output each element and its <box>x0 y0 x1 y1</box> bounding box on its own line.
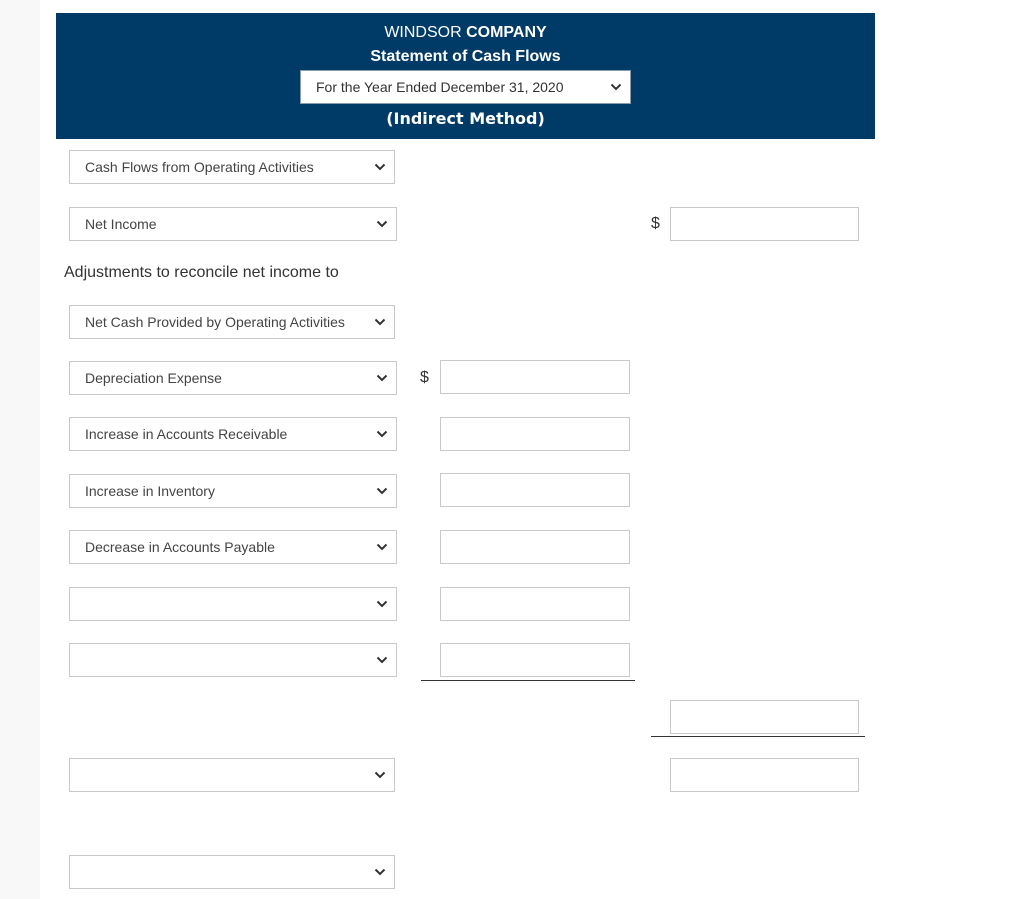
company-name-bold: COMPANY <box>466 24 547 41</box>
adjustment-amount-input-3[interactable] <box>440 473 630 507</box>
adjustment-select-2[interactable] <box>69 417 397 451</box>
adjustment-select-3[interactable] <box>69 474 397 508</box>
adjustment-select-value: Depreciation Expense <box>85 370 222 386</box>
statement-header <box>56 13 875 139</box>
bottom-select-2[interactable] <box>69 855 395 889</box>
chevron-down-icon <box>374 316 386 328</box>
period-select-value: For the Year Ended December 31, 2020 <box>316 79 564 95</box>
adjustment-select-4[interactable] <box>69 530 397 564</box>
subtotal-rule <box>421 680 635 681</box>
net-income-select[interactable] <box>69 207 397 241</box>
adjustment-select-value: Increase in Accounts Receivable <box>85 426 288 442</box>
company-name-regular: WINDSOR <box>384 24 462 41</box>
net-cash-amount-input[interactable] <box>670 758 859 792</box>
total-adjustments-input[interactable] <box>670 700 859 734</box>
adjustment-amount-input-6[interactable] <box>440 643 630 677</box>
adjustment-amount-input-2[interactable] <box>440 417 630 451</box>
left-margin-strip <box>0 0 40 899</box>
chevron-down-icon <box>610 81 622 93</box>
chevron-down-icon <box>374 866 386 878</box>
net-income-currency: $ <box>651 215 660 232</box>
operating-section-select[interactable] <box>69 150 395 184</box>
chevron-down-icon <box>376 485 388 497</box>
net-income-amount-input[interactable] <box>670 207 859 241</box>
adjustment-amount-input-1[interactable] <box>440 360 630 394</box>
net-cash-select[interactable] <box>69 305 395 339</box>
adjustment-select-value: Decrease in Accounts Payable <box>85 539 275 555</box>
total-rule <box>651 736 865 737</box>
chevron-down-icon <box>376 654 388 666</box>
adjustment-amount-input-4[interactable] <box>440 530 630 564</box>
adjustment-select-5[interactable] <box>69 587 397 621</box>
period-select[interactable] <box>300 70 631 104</box>
company-name <box>56 23 875 43</box>
chevron-down-icon <box>376 428 388 440</box>
adjustment-amount-input-5[interactable] <box>440 587 630 621</box>
statement-title: Statement of Cash Flows <box>370 48 561 65</box>
adjustment-select-6[interactable] <box>69 643 397 677</box>
operating-section-select-value: Cash Flows from Operating Activities <box>85 159 314 175</box>
chevron-down-icon <box>374 161 386 173</box>
chevron-down-icon <box>374 769 386 781</box>
adjustment-currency: $ <box>420 369 429 386</box>
bottom-select-1[interactable] <box>69 758 395 792</box>
adjustment-select-1[interactable] <box>69 361 397 395</box>
net-income-select-value: Net Income <box>85 216 157 232</box>
chevron-down-icon <box>376 372 388 384</box>
chevron-down-icon <box>376 541 388 553</box>
chevron-down-icon <box>376 218 388 230</box>
chevron-down-icon <box>376 598 388 610</box>
net-cash-select-value: Net Cash Provided by Operating Activities <box>85 314 345 330</box>
method-label: (Indirect Method) <box>386 109 545 128</box>
adjustment-select-value: Increase in Inventory <box>85 483 215 499</box>
adjustments-label: Adjustments to reconcile net income to <box>64 264 339 281</box>
